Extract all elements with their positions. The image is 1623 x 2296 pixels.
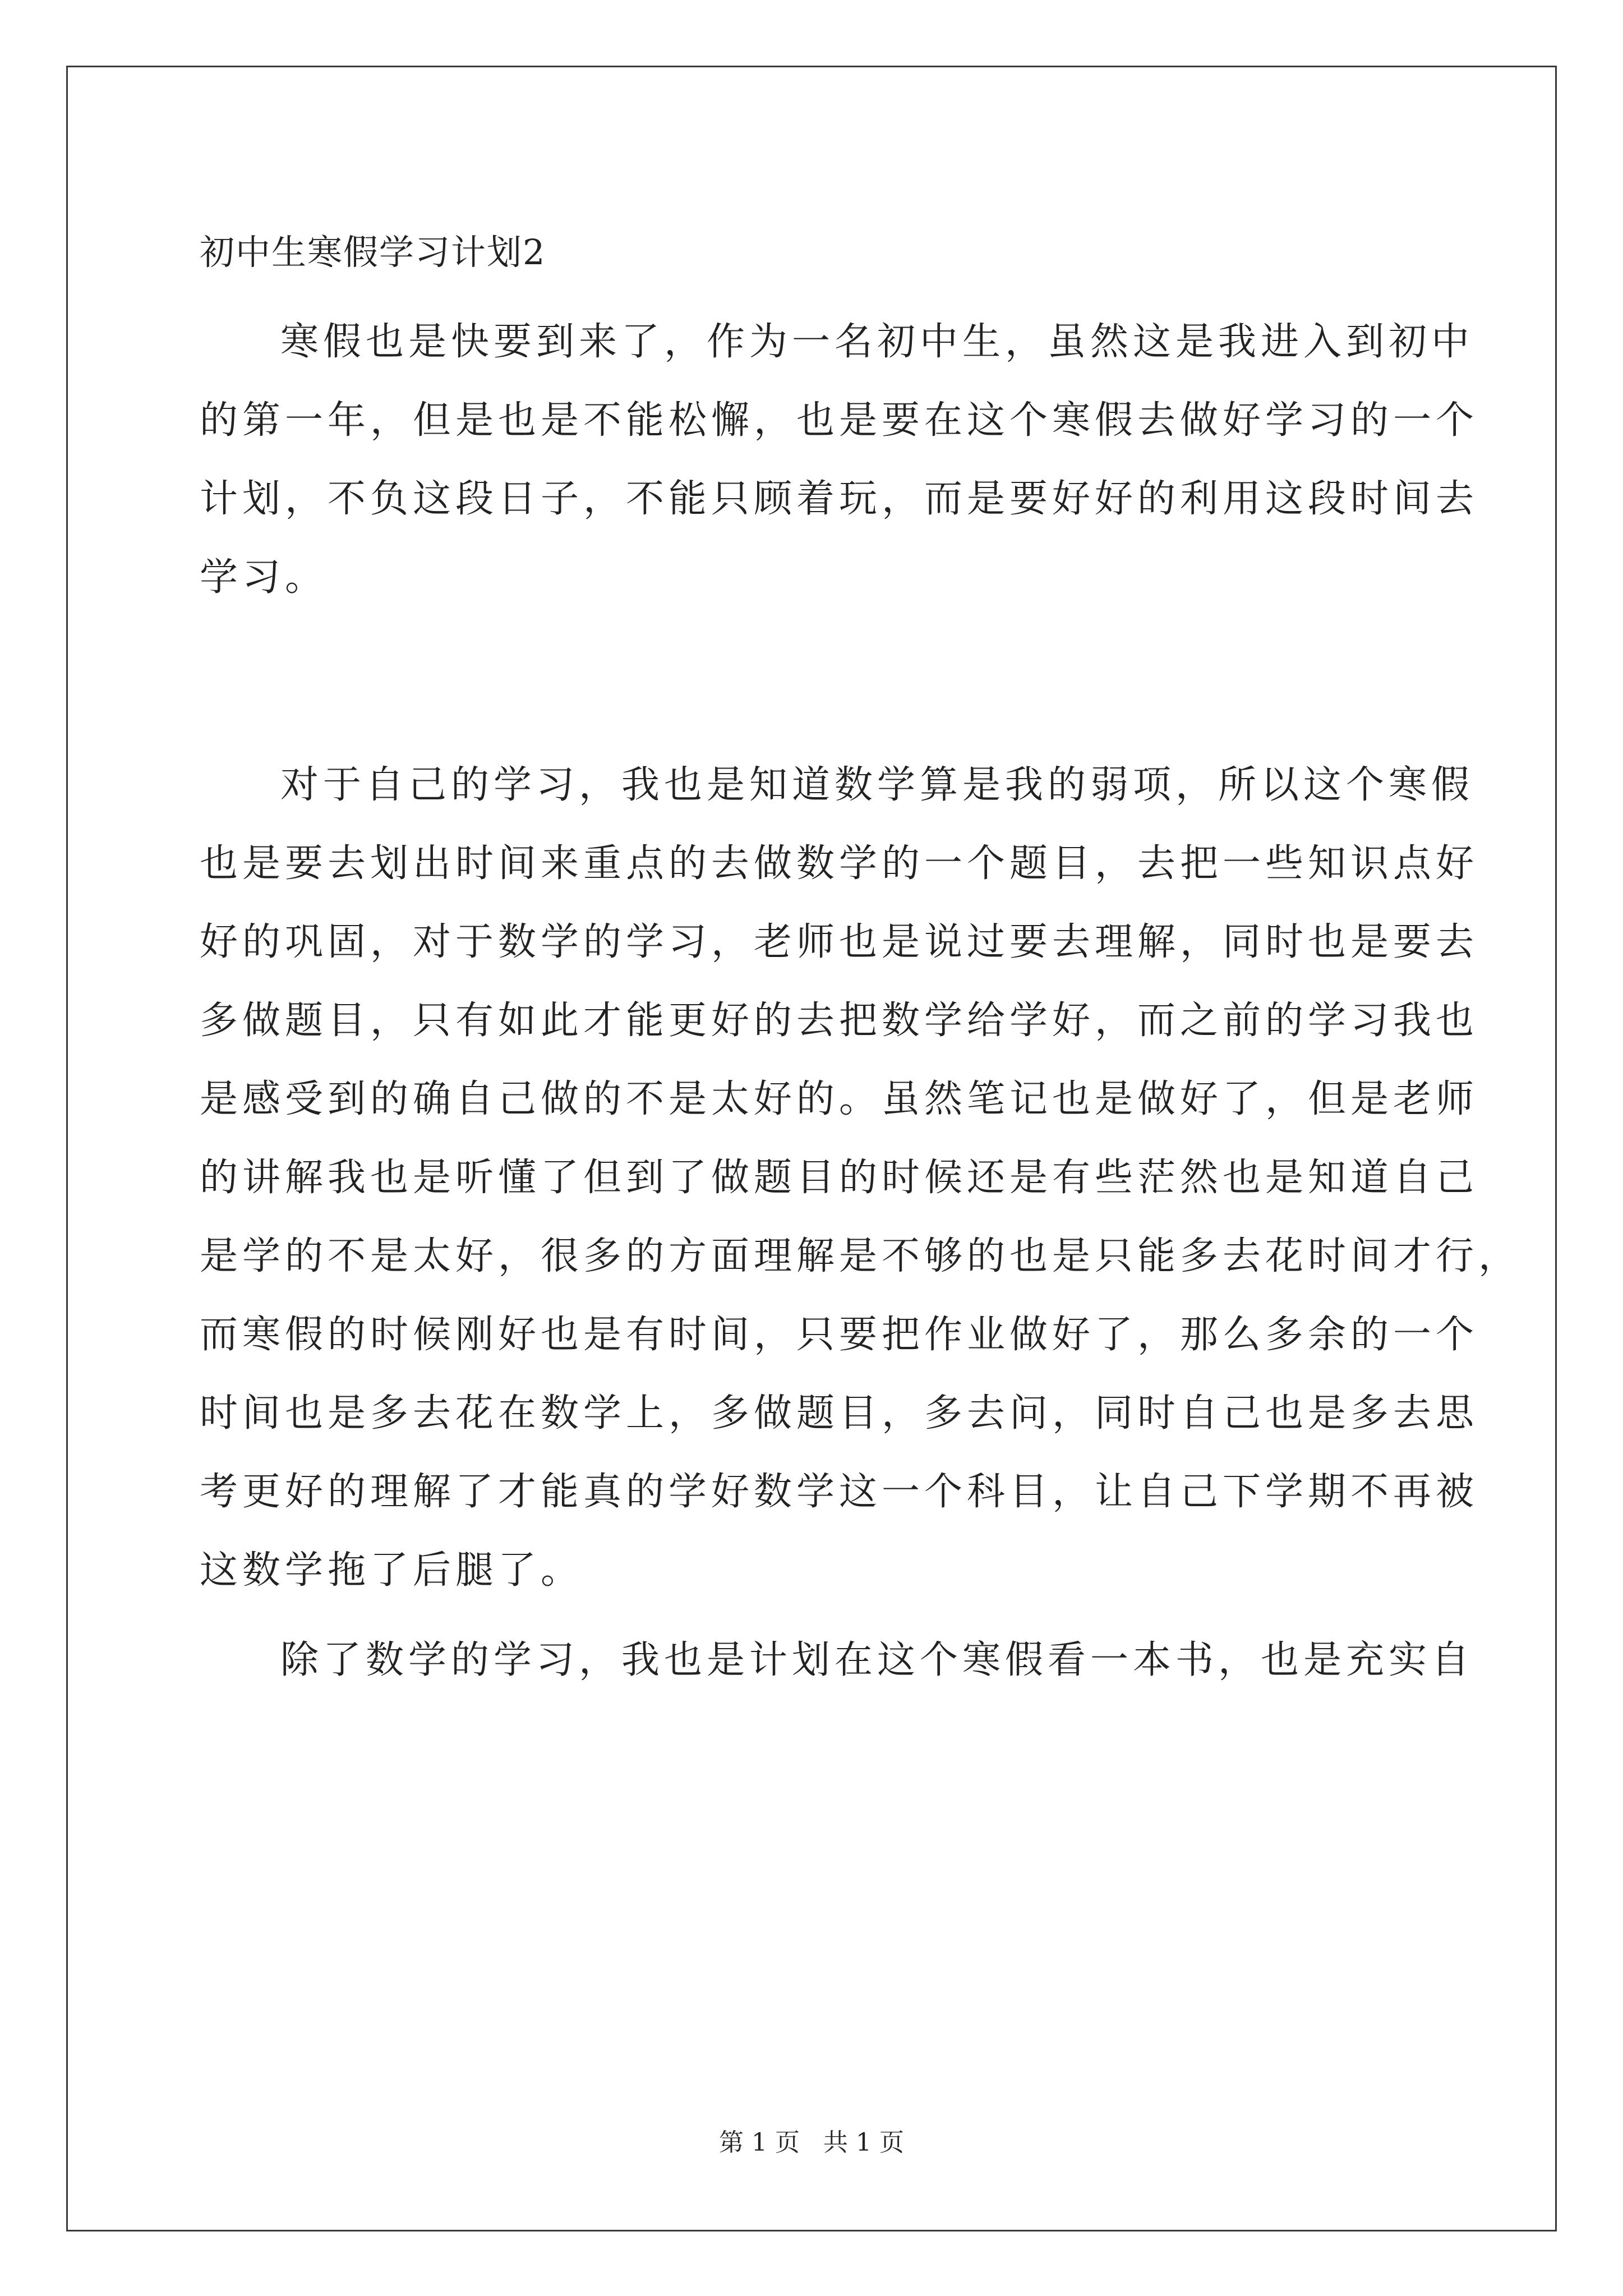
- document-title: 初中生寒假学习计划2: [200, 232, 546, 273]
- paragraph-2-line-1: 对于自己的学习，我也是知道数学算是我的弱项，所以这个寒假: [280, 763, 1474, 807]
- paragraph-2-line-7: 是学的不是太好，很多的方面理解是不够的也是只能多去花时间才行，: [200, 1234, 1521, 1278]
- paragraph-2-line-11: 这数学拖了后腿了。: [200, 1548, 584, 1593]
- paragraph-2-line-8: 而寒假的时候刚好也是有时间，只要把作业做好了，那么多余的一个: [200, 1313, 1479, 1357]
- paragraph-3-line-1: 除了数学的学习，我也是计划在这个寒假看一本书，也是充实自: [280, 1638, 1474, 1682]
- paragraph-1-line-3: 计划，不负这段日子，不能只顾着玩，而是要好好的利用这段时间去: [200, 477, 1479, 521]
- paragraph-2-line-4: 多做题目，只有如此才能更好的去把数学给学好，而之前的学习我也: [200, 999, 1479, 1043]
- paragraph-1-line-2: 的第一年，但是也是不能松懈，也是要在这个寒假去做好学习的一个: [200, 398, 1479, 443]
- paragraph-1-line-1: 寒假也是快要到来了，作为一名初中生，虽然这是我进入到初中: [280, 320, 1474, 364]
- paragraph-2-line-3: 好的巩固，对于数学的学习，老师也是说过要去理解，同时也是要去: [200, 920, 1479, 964]
- page-footer: 第 1 页 共 1 页: [719, 2128, 904, 2157]
- paragraph-2-line-10: 考更好的理解了才能真的学好数学这一个科目，让自己下学期不再被: [200, 1470, 1479, 1514]
- paragraph-2-line-5: 是感受到的确自己做的不是太好的。虽然笔记也是做好了，但是老师: [200, 1077, 1479, 1121]
- paragraph-1-line-4: 学习。: [200, 555, 328, 600]
- paragraph-2-line-6: 的讲解我也是听懂了但到了做题目的时候还是有些茫然也是知道自己: [200, 1156, 1479, 1200]
- paragraph-2-line-2: 也是要去划出时间来重点的去做数学的一个题目，去把一些知识点好: [200, 841, 1479, 886]
- page-border: [66, 66, 1557, 2231]
- paragraph-2-line-9: 时间也是多去花在数学上，多做题目，多去问，同时自己也是多去思: [200, 1391, 1479, 1435]
